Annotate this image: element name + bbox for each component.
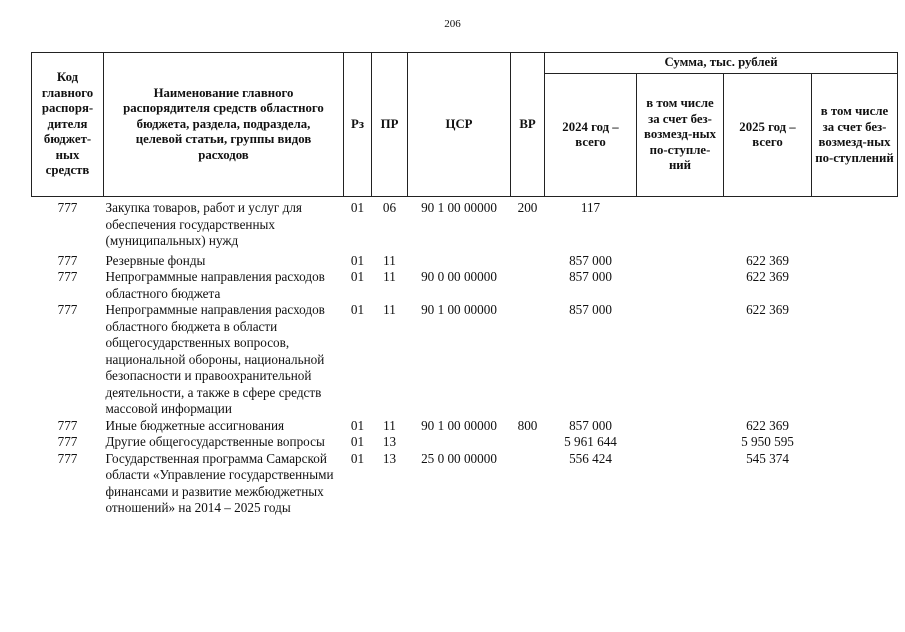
cell-2025-total: 622 369 — [746, 302, 789, 317]
cell-2024-gratuitous — [637, 302, 724, 418]
cell-vr: 200 — [517, 200, 538, 215]
header-code: Код главного распоря-дителя бюджет-ных средств — [32, 53, 104, 197]
cell-vr — [511, 253, 545, 270]
cell-name: Резервные фонды — [105, 252, 206, 268]
cell-rz: 01 — [350, 450, 365, 466]
header-pr: ПР — [372, 53, 408, 197]
cell-2025-gratuitous — [812, 197, 898, 253]
cell-code: 777 — [57, 434, 78, 449]
table-row — [32, 418, 898, 435]
cell-2024-total: 857 000 — [569, 269, 612, 284]
cell-csr: 25 0 00 00000 — [421, 450, 497, 466]
cell-2025-gratuitous — [812, 302, 898, 418]
header-csr: ЦСР — [408, 53, 511, 197]
table-row — [32, 253, 898, 270]
cell-code: 777 — [57, 252, 78, 268]
cell-rz: 01 — [350, 252, 365, 268]
cell-pr: 11 — [383, 252, 396, 268]
cell-2024-total: 857 000 — [569, 252, 612, 268]
budget-table — [31, 52, 898, 517]
cell-2025-total: 622 369 — [746, 417, 789, 433]
cell-pr: 11 — [383, 269, 396, 284]
cell-csr: 90 1 00 00000 — [421, 200, 497, 215]
cell-2025-gratuitous — [812, 253, 898, 270]
table-row — [32, 269, 898, 302]
cell-rz: 01 — [350, 434, 365, 449]
table-header — [32, 53, 898, 197]
header-name: Наименование главного распорядителя средств областного бюджета, раздела, подраздела, целевой статьи, группы видов расходов — [104, 53, 344, 197]
table-row — [32, 302, 898, 418]
cell-2024-total: 5 961 644 — [564, 434, 617, 449]
table-row — [32, 451, 898, 517]
table-row — [32, 197, 898, 253]
cell-rz: 01 — [350, 269, 365, 284]
cell-name: Иные бюджетные ассигнования — [105, 417, 285, 433]
cell-csr — [408, 434, 511, 451]
header-rz: Рз — [344, 53, 372, 197]
cell-2025-total: 545 374 — [746, 450, 789, 466]
cell-code: 777 — [57, 200, 78, 215]
cell-2024-gratuitous — [637, 451, 724, 517]
header-sum-group: Сумма, тыс. рублей — [545, 53, 898, 74]
cell-rz: 01 — [350, 417, 365, 433]
cell-code: 777 — [57, 269, 78, 284]
page-number: 206 — [444, 18, 461, 30]
cell-csr: 90 1 00 00000 — [421, 417, 497, 433]
cell-pr: 13 — [382, 450, 397, 466]
cell-2025-total — [724, 197, 812, 253]
header-2025-gratuitous: в том числе за счет без-возмезд-ных по-ступлений — [812, 74, 898, 197]
cell-name: Другие общегосударственные вопросы — [105, 434, 325, 449]
header-vr: ВР — [511, 53, 545, 197]
cell-2025-gratuitous — [812, 269, 898, 302]
cell-name: Непрограммные направления расходов областного бюджета в области общегосударственных вопросов, национальной обороны, национальной безопасности и правоохранительной деятельности, а также в сфере средств массовой информации — [105, 302, 325, 416]
cell-name: Закупка товаров, работ и услуг для обеспечения государственных (муниципальных) нужд — [105, 200, 302, 248]
cell-2025-gratuitous — [812, 451, 898, 517]
cell-2024-gratuitous — [637, 253, 724, 270]
cell-rz: 01 — [350, 200, 365, 215]
cell-code: 777 — [57, 417, 78, 433]
cell-rz: 01 — [350, 302, 365, 317]
cell-pr: 11 — [383, 302, 396, 317]
cell-code: 777 — [57, 302, 78, 317]
cell-2024-gratuitous — [637, 434, 724, 451]
cell-2024-gratuitous — [637, 269, 724, 302]
cell-2024-total: 556 424 — [569, 450, 612, 466]
cell-2025-total: 622 369 — [746, 252, 789, 268]
cell-vr — [511, 302, 545, 418]
cell-vr — [511, 451, 545, 517]
cell-pr: 11 — [383, 417, 396, 433]
cell-csr: 90 1 00 00000 — [421, 302, 497, 317]
cell-csr: 90 0 00 00000 — [421, 269, 497, 284]
cell-vr — [511, 434, 545, 451]
cell-2024-gratuitous — [637, 418, 724, 435]
header-2024-total: 2024 год – всего — [545, 74, 637, 197]
cell-2024-gratuitous — [637, 197, 724, 253]
cell-2024-total: 117 — [580, 200, 601, 215]
table-body — [32, 197, 898, 517]
cell-2025-total: 5 950 595 — [741, 434, 794, 449]
cell-name: Государственная программа Самарской области «Управление государственными финансами и развитие межбюджетных отношений» на 2014 – 2025 годы — [105, 450, 334, 515]
cell-code: 777 — [57, 450, 78, 466]
header-2025-total: 2025 год – всего — [724, 74, 812, 197]
cell-csr — [408, 253, 511, 270]
table-row — [32, 434, 898, 451]
cell-pr: 06 — [382, 200, 397, 215]
cell-name: Непрограммные направления расходов областного бюджета — [105, 269, 325, 301]
cell-2025-total: 622 369 — [746, 269, 789, 284]
cell-vr — [511, 269, 545, 302]
cell-2025-gratuitous — [812, 418, 898, 435]
cell-2024-total: 857 000 — [569, 417, 612, 433]
cell-pr: 13 — [382, 434, 397, 449]
cell-vr: 800 — [517, 417, 538, 433]
cell-2025-gratuitous — [812, 434, 898, 451]
header-2024-gratuitous: в том числе за счет без-возмезд-ных по-ступле-ний — [637, 74, 724, 197]
cell-2024-total: 857 000 — [569, 302, 612, 317]
